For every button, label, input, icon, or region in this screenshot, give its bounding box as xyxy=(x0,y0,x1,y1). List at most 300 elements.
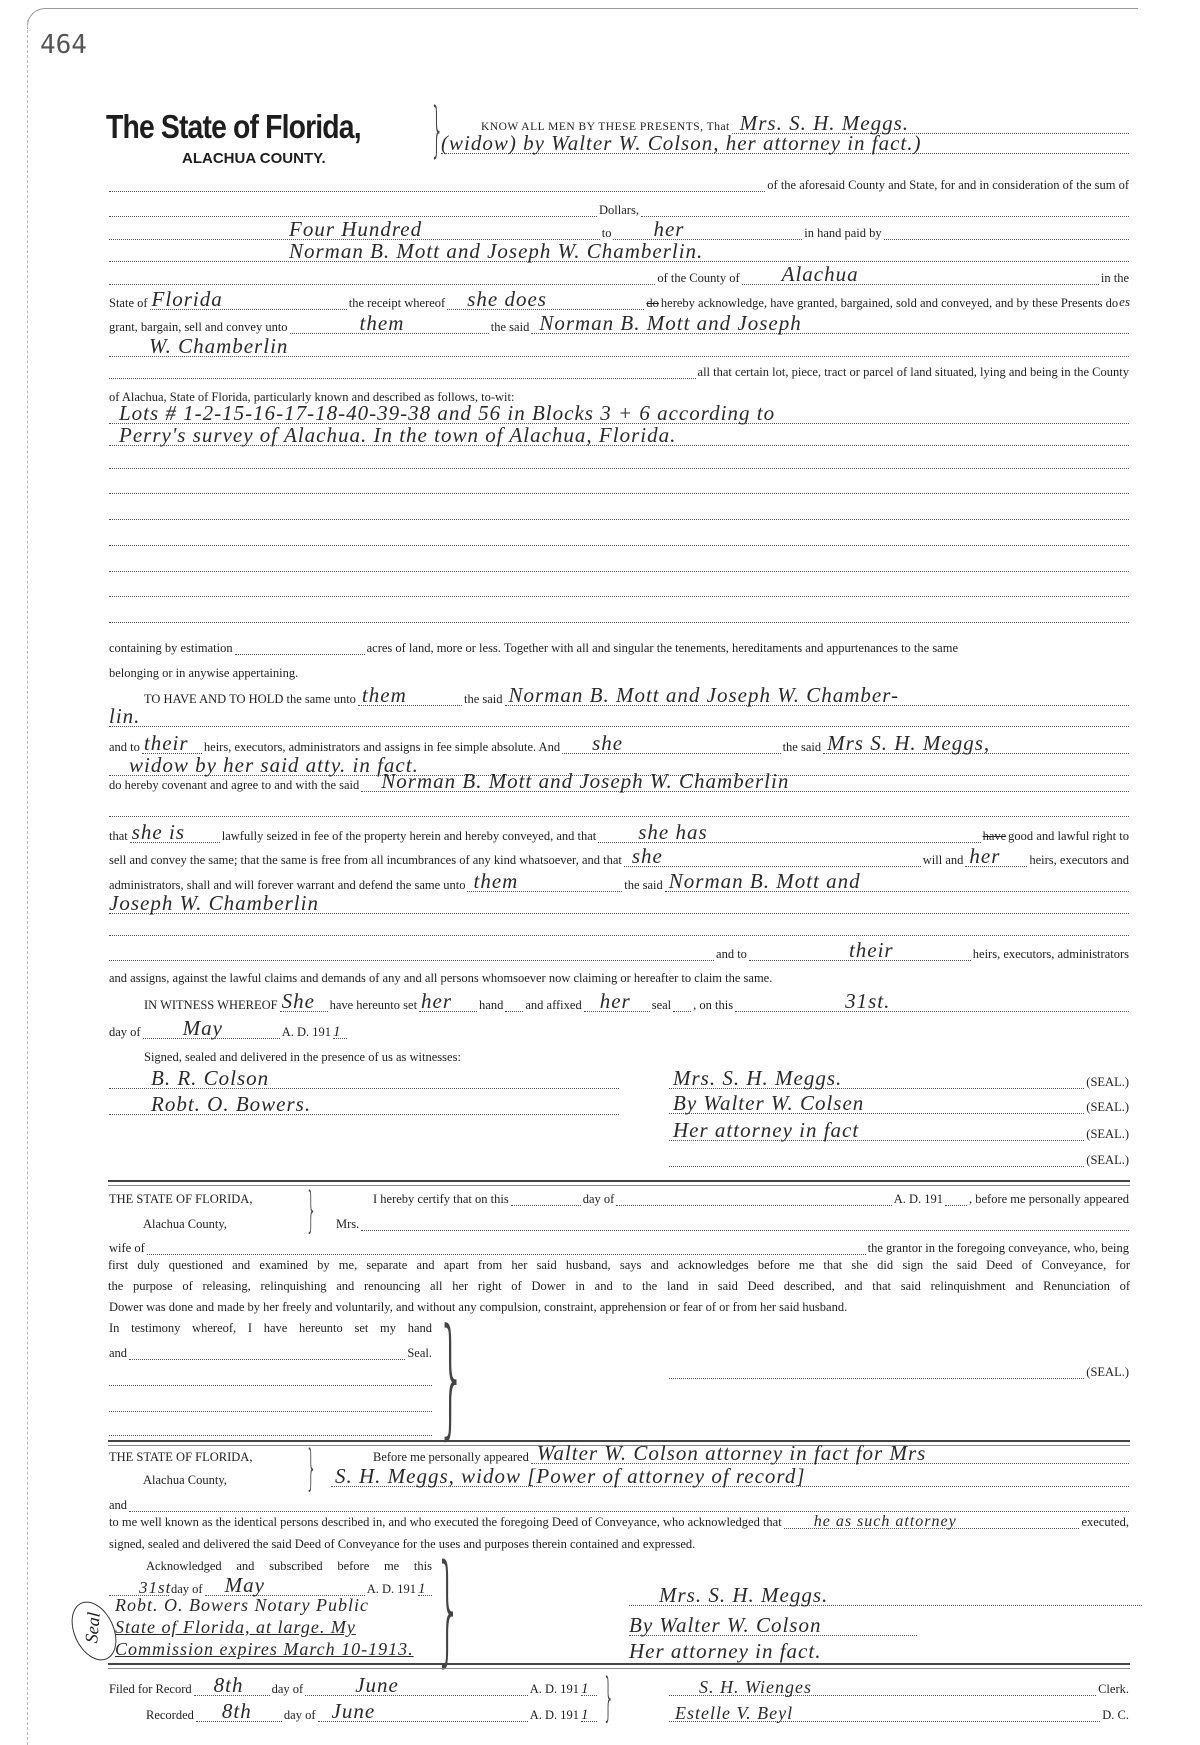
field-appeared-2[interactable] xyxy=(331,1464,1129,1488)
text: heirs, executors and xyxy=(1029,853,1129,867)
appeared-line xyxy=(372,1441,1130,1465)
field-hand[interactable] xyxy=(419,989,477,1013)
text: the said xyxy=(464,692,503,706)
text: acres of land, more or less. Together with all and singular the tenements, hereditaments and appurtenances to the same xyxy=(366,641,958,655)
text: heirs, executors, administrators xyxy=(972,947,1129,961)
field-habendum[interactable] xyxy=(505,683,1129,707)
warrant-line xyxy=(108,869,1130,893)
text: , on this xyxy=(693,998,734,1012)
certify-line xyxy=(372,1190,1130,1206)
blank-line xyxy=(108,530,1130,546)
incumbrances-line xyxy=(108,844,1130,868)
field-grantor[interactable] xyxy=(823,731,1129,755)
handwriting: her xyxy=(599,989,631,1013)
field-day[interactable] xyxy=(511,1193,581,1206)
handwriting: June xyxy=(331,1699,376,1723)
text: of Alachua, State of Florida, particularly known and described as follows, to-wit: xyxy=(109,390,515,404)
text: day of xyxy=(283,1708,316,1722)
text: , before me personally appeared xyxy=(969,1192,1129,1206)
text: signed, sealed and delivered the said Deed of Conveyance for the uses and purposes therein contained and expressed. xyxy=(109,1537,696,1551)
text: in hand paid by xyxy=(804,226,882,240)
convey-line xyxy=(108,311,1130,335)
text: THE STATE OF FLORIDA, xyxy=(109,1192,253,1206)
field-she[interactable] xyxy=(624,844,921,868)
field-year[interactable] xyxy=(333,1026,347,1039)
witness-line xyxy=(108,1066,620,1090)
text: belonging or in anywise appertaining. xyxy=(109,666,299,680)
handwriting: Four Hundred xyxy=(289,217,423,241)
text: Dower was done and made by her freely and voluntarily, and without any compulsion, constraint, apprehension or fear of or from her said husband. xyxy=(109,1300,848,1314)
field-blank[interactable] xyxy=(109,923,1129,936)
handwriting: Lots # 1-2-15-16-17-18-40-39-38 and 56 in Blocks 3 + 6 according to xyxy=(119,401,776,425)
officer-line xyxy=(108,1344,433,1360)
habendum-line-2 xyxy=(108,704,1130,728)
text: A. D. 191 xyxy=(366,1582,416,1596)
seal-label: (SEAL.) xyxy=(1086,1075,1129,1089)
text: in the xyxy=(1100,271,1129,285)
field-habendum-2[interactable] xyxy=(109,704,1129,728)
blank-line xyxy=(108,478,1130,494)
field-blank[interactable] xyxy=(109,507,1129,520)
field-day[interactable] xyxy=(735,989,1129,1013)
text: hand xyxy=(479,998,504,1012)
handwriting: their xyxy=(143,731,189,755)
heirs-line xyxy=(108,731,1130,755)
handwriting: she xyxy=(631,844,663,868)
handwriting: 8th xyxy=(221,1699,252,1723)
handwriting: Florida xyxy=(151,287,223,311)
text: all that certain lot, piece, tract or parcel of land situated, lying and being in the County xyxy=(697,365,1129,379)
text: State of xyxy=(109,296,148,310)
text: Alachua County, xyxy=(143,1473,227,1487)
text: the receipt whereof xyxy=(348,296,446,310)
text: and xyxy=(109,1498,128,1512)
handwriting: Her attorney in fact. xyxy=(629,1639,822,1663)
habendum-line xyxy=(108,683,1130,707)
text: Before me personally appeared xyxy=(373,1450,529,1464)
field-witness[interactable] xyxy=(109,1066,619,1090)
description-line-1 xyxy=(108,401,1130,425)
field-their[interactable] xyxy=(749,938,971,962)
dower-paragraph-2: the purpose of releasing, relinquishing and renouncing all her right of Dower in and to the land in said Deed described, and that said relinquishment and Renunciation of xyxy=(108,1279,1130,1293)
field-grantees-a[interactable] xyxy=(531,311,1129,335)
field-year[interactable] xyxy=(945,1193,967,1206)
text: I hereby certify that on this xyxy=(373,1192,509,1206)
field-blank[interactable] xyxy=(109,533,1129,546)
handwriting: Robt. O. Bowers. xyxy=(151,1092,312,1116)
dollars-line xyxy=(108,201,1130,217)
ack-county xyxy=(142,1471,322,1487)
text: Mrs. xyxy=(336,1217,360,1231)
text: the grantor in the foregoing conveyance, who, being xyxy=(867,1241,1129,1255)
handwriting: (widow) by Walter W. Colson, her attorney in fact.) xyxy=(441,131,922,155)
field-officer[interactable] xyxy=(129,1347,405,1360)
handwriting: Her attorney in fact xyxy=(673,1118,860,1142)
state-line xyxy=(108,287,1131,311)
struck-text: do xyxy=(646,296,659,310)
field-signature[interactable] xyxy=(669,1066,1084,1090)
field-grantees[interactable] xyxy=(109,239,1129,263)
blank-line xyxy=(108,801,1130,817)
covenant-line xyxy=(108,769,1130,793)
field-blank[interactable] xyxy=(109,584,1129,597)
handwriting: Mrs. S. H. Meggs. xyxy=(673,1066,843,1090)
field-blank[interactable] xyxy=(505,999,523,1012)
signed-presence-line xyxy=(108,1048,1130,1064)
field-blank[interactable] xyxy=(109,1423,432,1436)
text: to me well known as the identical persons described in, and who executed the foregoing Deed of Conveyance, who acknowledged that xyxy=(109,1515,782,1529)
text: D. C. xyxy=(1102,1708,1129,1722)
handwriting: 31st xyxy=(139,1578,172,1597)
field-blank[interactable] xyxy=(109,204,597,217)
handwriting: 1 xyxy=(418,1581,427,1597)
blank-line xyxy=(108,581,1130,597)
county-heading: ALACHUA COUNTY. xyxy=(182,150,326,167)
brace: } xyxy=(430,95,444,165)
handwriting: 31st. xyxy=(845,989,891,1013)
field-she[interactable] xyxy=(280,989,328,1013)
field-her[interactable] xyxy=(965,844,1027,868)
handwriting: lin. xyxy=(109,704,141,728)
field-state[interactable] xyxy=(150,287,347,311)
text: and xyxy=(109,1346,128,1360)
handwriting: Mrs. S. H. Meggs. xyxy=(659,1583,829,1607)
text: day of xyxy=(271,1682,304,1696)
county-line xyxy=(108,262,1130,286)
field-day[interactable] xyxy=(194,1673,270,1697)
handwriting: May xyxy=(224,1573,265,1597)
assigns-line xyxy=(108,969,1130,985)
field-deputy-clerk[interactable] xyxy=(669,1703,1100,1723)
field-she[interactable] xyxy=(562,731,780,755)
field-blank[interactable] xyxy=(641,204,1129,217)
brace: } xyxy=(602,1668,615,1728)
dower-paragraph-1: first duly questioned and examined by me, separate and apart from her said husband, says and acknowledges before me that she did sign the said Deed of Conveyance, for xyxy=(108,1258,1130,1272)
field-mrs[interactable] xyxy=(361,1218,1129,1231)
field-blank[interactable] xyxy=(109,456,1129,469)
handwriting: she xyxy=(592,731,624,755)
field-she-has[interactable] xyxy=(598,820,980,844)
field-month[interactable] xyxy=(305,1673,527,1697)
text: Alachua County, xyxy=(143,1217,227,1231)
field-husband[interactable] xyxy=(147,1242,866,1255)
and-to-line xyxy=(108,938,1130,962)
handwriting: them xyxy=(359,311,405,335)
field-notary[interactable] xyxy=(109,1617,432,1637)
document-title: The State of Florida, xyxy=(106,108,361,145)
text: the said xyxy=(782,740,822,754)
field-year[interactable] xyxy=(418,1583,432,1596)
blank-line xyxy=(108,453,1130,469)
struck-text: have xyxy=(982,829,1007,843)
text: executed, xyxy=(1081,1515,1129,1529)
warrant-line-2 xyxy=(108,891,1130,915)
grantees-line xyxy=(108,239,1130,263)
text: containing by estimation xyxy=(109,641,233,655)
field-signature[interactable] xyxy=(669,1366,1084,1379)
sum-line xyxy=(108,217,1130,241)
field-blank[interactable] xyxy=(109,272,655,285)
field-blank[interactable] xyxy=(673,999,691,1012)
text: and to xyxy=(109,740,140,754)
field-them[interactable] xyxy=(358,683,462,707)
handwriting: he as such attorney xyxy=(813,1513,957,1530)
text: IN WITNESS WHEREOF xyxy=(144,998,278,1012)
blank-line xyxy=(108,504,1130,520)
text: day of xyxy=(109,1025,141,1039)
signature-line xyxy=(668,1091,1130,1115)
field-blank[interactable] xyxy=(884,227,1129,240)
blank-line xyxy=(108,1370,433,1386)
clerk-line xyxy=(668,1677,1130,1697)
text: A. D. 191 xyxy=(893,1192,943,1206)
blank-line xyxy=(108,607,1130,623)
seal-label: (SEAL.) xyxy=(1086,1153,1129,1167)
handwriting: es xyxy=(1119,294,1131,309)
text: A. D. 191 xyxy=(281,1025,331,1039)
text: hereby acknowledge, have granted, bargained, sold and conveyed, and by these Presents do xyxy=(660,296,1119,310)
blank-line xyxy=(108,1396,433,1412)
blank-line xyxy=(108,920,1130,936)
field-acres[interactable] xyxy=(235,642,365,655)
text: seal xyxy=(651,998,672,1012)
field-blank[interactable] xyxy=(109,179,765,192)
ack-signature-line xyxy=(628,1613,918,1637)
handwriting: State of Florida, at large. My xyxy=(115,1617,356,1637)
seal-label: (SEAL.) xyxy=(1086,1365,1129,1379)
text: and assigns, against the lawful claims and demands of any and all persons whomsoever now claiming or hereafter to claim the same. xyxy=(109,971,773,985)
handwriting: By Walter W. Colson xyxy=(629,1613,822,1637)
field-signature[interactable] xyxy=(669,1091,1084,1115)
handwriting: she is xyxy=(131,820,185,844)
handwriting: 1 xyxy=(581,1681,590,1697)
field-blank[interactable] xyxy=(109,610,1129,623)
field-witness[interactable] xyxy=(109,1092,619,1116)
text: do hereby covenant and agree to and with the said xyxy=(109,778,360,792)
handwriting: Mrs S. H. Meggs, xyxy=(827,731,991,755)
seal-label: (SEAL.) xyxy=(1086,1127,1129,1141)
text: heirs, executors, administrators and assigns in fee simple absolute. And xyxy=(203,740,561,754)
handwriting: May xyxy=(182,1016,223,1040)
handwriting: her xyxy=(653,217,685,241)
text: the said xyxy=(624,878,663,892)
brace: } xyxy=(305,1182,317,1238)
field-blank[interactable] xyxy=(129,1499,1129,1512)
field-month[interactable] xyxy=(318,1699,528,1723)
text: the said xyxy=(490,320,530,334)
handwriting: Walter W. Colson attorney in fact for Mrs xyxy=(536,1441,927,1465)
text: Seal. xyxy=(407,1346,432,1360)
field-ack[interactable] xyxy=(784,1513,1080,1530)
day-of-line xyxy=(108,1016,348,1040)
field-year[interactable] xyxy=(581,1683,597,1696)
text: and to xyxy=(716,947,747,961)
blank-line xyxy=(108,556,1130,572)
text: will and xyxy=(922,853,964,867)
text: grant, bargain, sell and convey unto xyxy=(109,320,288,334)
signature-line xyxy=(668,1118,1130,1142)
field-signature[interactable] xyxy=(669,1118,1084,1142)
handwriting: Norman B. Mott and xyxy=(668,869,861,893)
field-signature[interactable] xyxy=(629,1639,947,1663)
blank-line xyxy=(108,1420,433,1436)
field-county[interactable] xyxy=(742,262,1099,286)
field-she-is[interactable] xyxy=(130,820,220,844)
text: A. D. 191 xyxy=(529,1708,579,1722)
field-grantees-b[interactable] xyxy=(109,334,1129,358)
field-signature[interactable] xyxy=(629,1583,1142,1607)
text: Dollars, xyxy=(599,203,639,217)
handwriting: their xyxy=(848,938,894,962)
subscribed-line xyxy=(145,1557,433,1573)
handwriting: Commission expires March 10-1913. xyxy=(115,1639,414,1659)
handwriting: Estelle V. Beyl xyxy=(675,1703,794,1723)
handwriting: W. Chamberlin xyxy=(149,334,289,358)
consideration-line xyxy=(108,176,1130,192)
signature-line xyxy=(668,1151,1130,1167)
notary-line xyxy=(108,1619,433,1635)
text: administrators, shall and will forever warrant and defend the same unto xyxy=(109,878,466,892)
brace: } xyxy=(305,1440,317,1496)
text: THE STATE OF FLORIDA, xyxy=(109,1450,253,1464)
notary-line xyxy=(108,1597,433,1613)
ack-date-line xyxy=(108,1573,433,1597)
field-blank[interactable] xyxy=(109,804,1129,817)
text: wife of xyxy=(109,1241,145,1255)
grantor-line-2 xyxy=(440,131,1130,155)
acreage-line xyxy=(108,639,1130,655)
field-month[interactable] xyxy=(616,1193,891,1206)
field-them[interactable] xyxy=(467,869,622,893)
text: Filed for Record xyxy=(109,1682,192,1696)
text: that xyxy=(109,829,128,843)
handwriting: them xyxy=(473,869,519,893)
ack-and-line xyxy=(108,1496,1130,1512)
signature-line xyxy=(668,1066,1130,1090)
deputy-clerk-line xyxy=(668,1703,1130,1723)
handwriting: Seal xyxy=(81,1611,104,1644)
signed-line xyxy=(108,1535,1130,1551)
field-her[interactable] xyxy=(584,989,650,1013)
section-divider xyxy=(108,1663,1130,1669)
field-month[interactable] xyxy=(143,1016,280,1040)
text: day of xyxy=(171,1582,203,1596)
ack-signature-line xyxy=(628,1639,948,1663)
handwriting: By Walter W. Colsen xyxy=(673,1091,865,1115)
handwriting: them xyxy=(361,683,407,707)
field-warrant-2[interactable] xyxy=(109,891,1129,915)
witness-line xyxy=(108,1092,620,1116)
brace: } xyxy=(436,1300,466,1452)
handwriting: S. H. Wienges xyxy=(699,1677,812,1697)
field-blank[interactable] xyxy=(109,559,1129,572)
text: and affixed xyxy=(525,998,582,1012)
handwriting: widow by her said atty. in fact. xyxy=(129,753,419,777)
description-line-2 xyxy=(108,423,1130,447)
field-blank[interactable] xyxy=(109,481,1129,494)
page-number: 464 xyxy=(40,30,87,60)
witness-whereof-line xyxy=(108,989,1130,1013)
text: Recorded xyxy=(146,1708,194,1722)
handwriting: Norman B. Mott and Joseph W. Chamber- xyxy=(508,683,899,707)
handwriting: she has xyxy=(638,820,708,844)
field-blank[interactable] xyxy=(109,1373,432,1386)
page-edge xyxy=(27,8,1138,29)
dower-state xyxy=(108,1190,328,1206)
field-blank[interactable] xyxy=(109,948,714,961)
ack-state xyxy=(108,1448,328,1464)
handwriting: Perry's survey of Alachua. In the town of Alachua, Florida. xyxy=(119,423,677,447)
field-clerk[interactable] xyxy=(669,1677,1096,1697)
handwriting: B. R. Colson xyxy=(151,1066,270,1090)
handwriting: 1 xyxy=(333,1024,342,1040)
mrs-line xyxy=(335,1215,1130,1231)
handwriting: Joseph W. Chamberlin xyxy=(109,891,319,915)
handwriting: Norman B. Mott and Joseph xyxy=(539,311,802,335)
filed-line xyxy=(108,1673,598,1697)
text: to xyxy=(601,226,612,240)
handwriting: Mrs. S. H. Meggs. xyxy=(739,111,910,135)
handwriting: her xyxy=(421,989,453,1013)
text: A. D. 191 xyxy=(529,1682,579,1696)
text: day of xyxy=(582,1192,615,1206)
field-them[interactable] xyxy=(290,311,489,335)
ack-signature-line xyxy=(628,1583,1143,1607)
handwriting: Norman B. Mott and Joseph W. Chamberlin xyxy=(381,769,790,793)
notary-line xyxy=(108,1641,448,1657)
handwriting: Norman B. Mott and Joseph W. Chamberlin. xyxy=(289,239,704,263)
field-blank[interactable] xyxy=(109,366,696,379)
handwriting: June xyxy=(355,1673,399,1697)
text: lawfully seized in fee of the property herein and hereby conveyed, and that xyxy=(221,829,597,843)
field-year[interactable] xyxy=(581,1709,597,1722)
field-appeared[interactable] xyxy=(531,1441,1129,1465)
dower-paragraph-3 xyxy=(108,1298,1130,1314)
text: of the aforesaid County and State, for and in consideration of the sum of xyxy=(767,178,1129,192)
section-divider xyxy=(108,1180,1130,1186)
land-line xyxy=(108,363,1130,379)
known-line xyxy=(108,1513,1130,1529)
text: Acknowledged and subscribed before me this xyxy=(146,1559,432,1573)
field-covenant[interactable] xyxy=(361,769,1129,793)
seal-label: (SEAL.) xyxy=(1086,1100,1129,1114)
seized-line xyxy=(108,820,1130,844)
field-notary[interactable] xyxy=(109,1595,432,1615)
handwriting: S. H. Meggs, widow [Power of attorney of record] xyxy=(335,1464,806,1488)
page-margin-line xyxy=(27,20,28,1745)
handwriting: Robt. O. Bowers Notary Public xyxy=(115,1595,369,1615)
text: TO HAVE AND TO HOLD the same unto xyxy=(144,692,356,706)
text: In testimony whereof, I have hereunto set my hand xyxy=(109,1321,432,1335)
handwriting: She xyxy=(281,989,315,1013)
field-signature[interactable] xyxy=(669,1154,1084,1167)
field-warrant[interactable] xyxy=(665,869,1129,893)
testimony-line xyxy=(108,1319,433,1335)
handwriting: 8th xyxy=(213,1673,244,1697)
field-grantor-2[interactable] xyxy=(441,131,1129,155)
field-notary[interactable] xyxy=(109,1639,447,1659)
text: have hereunto set xyxy=(329,998,418,1012)
field-she-does[interactable] xyxy=(447,287,644,311)
convey-line-2 xyxy=(108,334,1130,358)
field-signature[interactable] xyxy=(629,1613,917,1637)
handwriting: Alachua xyxy=(781,262,859,286)
field-description[interactable] xyxy=(109,423,1129,447)
dower-signature-line xyxy=(668,1363,1130,1379)
text: sell and convey the same; that the same is free from all incumbrances of any kind whatsoever, and that xyxy=(109,853,622,867)
field-blank[interactable] xyxy=(109,1399,432,1412)
field-day[interactable] xyxy=(196,1699,282,1723)
